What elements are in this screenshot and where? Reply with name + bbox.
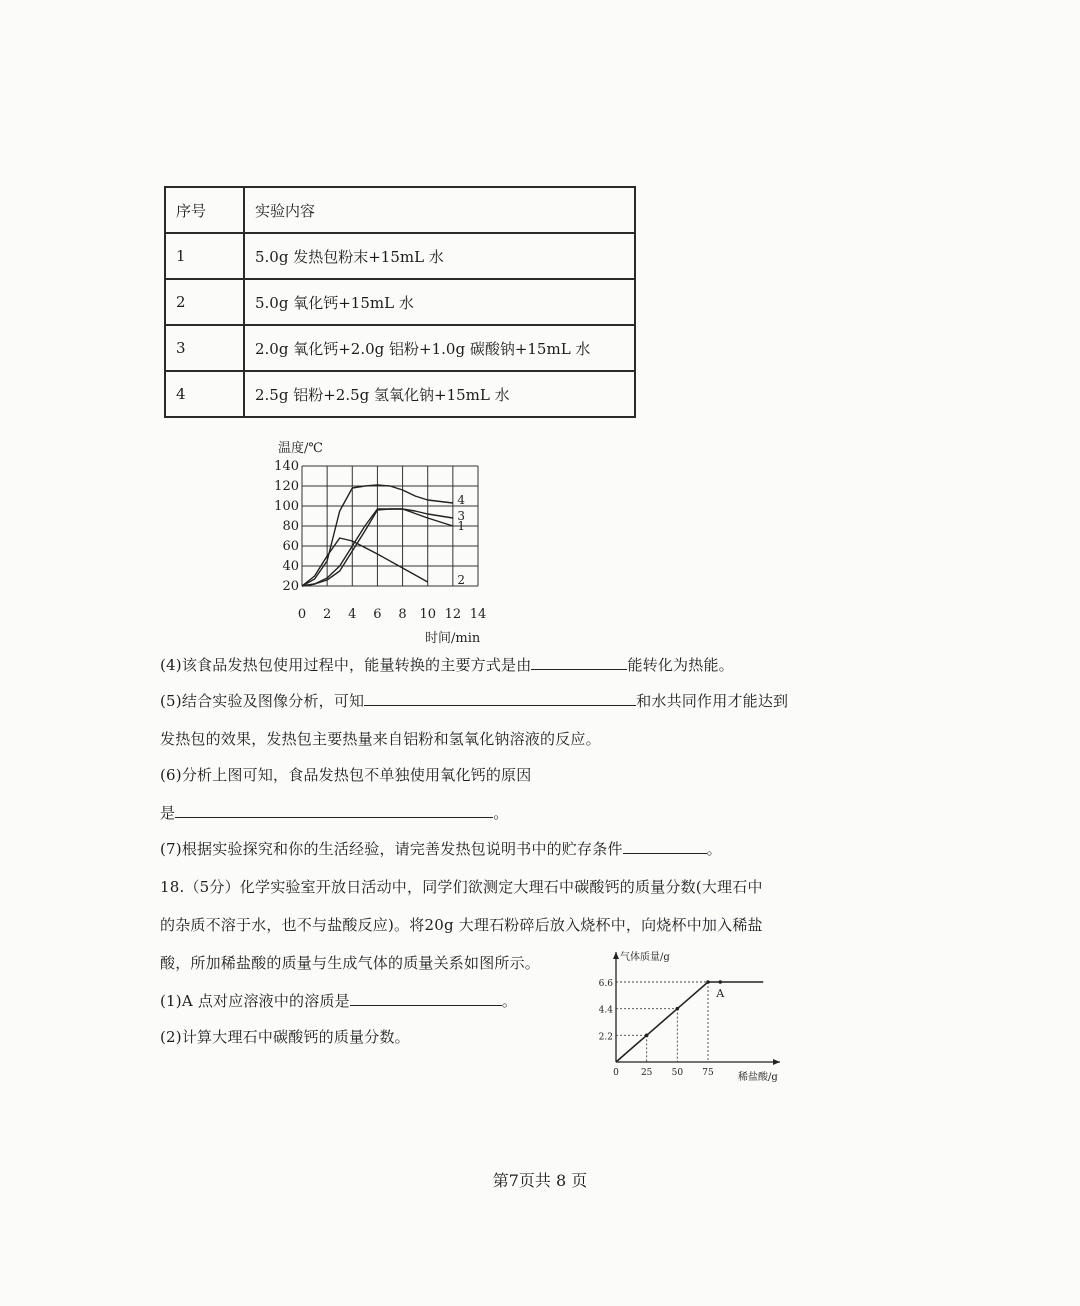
q7-text: (7)根据实验探究和你的生活经验，请完善发热包说明书中的贮存条件 <box>160 840 623 858</box>
x-axis-label: 稀盐酸/g <box>738 1072 778 1083</box>
table-row <box>165 371 635 417</box>
question-18-line1: 18.（5分）化学实验室开放日活动中，同学们欲测定大理石中碳酸钙的质量分数(大理石中 <box>160 878 763 896</box>
point-a-label: A <box>716 987 725 1000</box>
q6-answer-blank[interactable] <box>175 803 493 818</box>
row-index: 3 <box>165 325 244 371</box>
y-tick-label: 60 <box>282 539 299 554</box>
q18-1-text: (1)A 点对应溶液中的溶质是 <box>160 992 350 1010</box>
q4-text-end: 能转化为热能。 <box>627 656 734 674</box>
y-tick-label: 140 <box>274 459 299 474</box>
row-content: 5.0g 氧化钙+15mL 水 <box>244 279 635 325</box>
y-tick-label: 40 <box>282 559 299 574</box>
q6-text: 是 <box>160 804 176 822</box>
question-6-line2 <box>160 802 508 823</box>
x-tick-label: 2 <box>323 607 332 622</box>
curve-label-2: 2 <box>457 573 466 587</box>
question-7 <box>160 838 722 859</box>
x-tick-label: 4 <box>348 607 357 622</box>
x-axis-label: 时间/min <box>425 631 481 646</box>
temperature-chart <box>270 436 500 650</box>
header-content: 实验内容 <box>244 187 635 233</box>
y-axis-label: 气体质量/g <box>620 952 670 963</box>
row-index: 4 <box>165 371 244 417</box>
y-axis-label: 温度/℃ <box>278 441 323 456</box>
q5-text: (5)结合实验及图像分析，可知 <box>160 692 365 710</box>
header-index: 序号 <box>165 187 244 233</box>
q18-1-text-end: 。 <box>501 992 518 1010</box>
q18-1-answer-blank[interactable] <box>350 991 502 1006</box>
y-tick-label: 80 <box>282 519 299 534</box>
x-tick-label: 25 <box>640 1068 653 1078</box>
question-18-sub1 <box>160 990 517 1011</box>
row-content: 2.5g 铝粉+2.5g 氢氧化钠+15mL 水 <box>244 371 635 417</box>
data-point <box>676 1007 680 1011</box>
gas-mass-chart <box>590 946 800 1091</box>
page-footer: 第7页共 8 页 <box>492 1171 588 1190</box>
row-index: 1 <box>165 233 244 279</box>
question-5 <box>160 690 788 711</box>
q5-answer-blank[interactable] <box>364 691 636 706</box>
x-tick-label: 0 <box>297 607 307 622</box>
table-header-row <box>165 187 635 233</box>
question-6: (6)分析上图可知，食品发热包不单独使用氧化钙的原因 <box>160 766 532 784</box>
curve-label-4: 4 <box>457 493 466 507</box>
gas-curve <box>616 982 763 1062</box>
question-18-line2: 的杂质不溶于水，也不与盐酸反应)。将20g 大理石粉碎后放入烧杯中，向烧杯中加入稀盐 <box>160 916 763 934</box>
q7-answer-blank[interactable] <box>623 839 707 854</box>
question-18-line3: 酸，所加稀盐酸的质量与生成气体的质量关系如图所示。 <box>160 954 541 972</box>
x-tick-label: 0 <box>613 1068 619 1078</box>
y-tick-label: 6.6 <box>598 979 613 989</box>
question-18-sub2: (2)计算大理石中碳酸钙的质量分数。 <box>160 1028 410 1046</box>
data-point <box>645 1034 649 1038</box>
x-tick-label: 75 <box>702 1068 714 1078</box>
x-tick-label: 6 <box>373 607 382 622</box>
curve-label-1: 1 <box>457 519 466 533</box>
experiment-table <box>164 186 636 418</box>
point-a-dot <box>718 980 722 984</box>
q4-text: (4)该食品发热包使用过程中，能量转换的主要方式是由 <box>160 656 532 674</box>
q6-text-end: 。 <box>493 804 509 822</box>
q5-text-end: 和水共同作用才能达到 <box>636 692 789 710</box>
table-row <box>165 233 635 279</box>
question-4 <box>160 654 734 675</box>
y-tick-label: 20 <box>282 579 299 594</box>
y-tick-label: 100 <box>274 499 299 514</box>
data-point <box>706 980 710 984</box>
x-tick-label: 10 <box>419 607 436 622</box>
question-5-line2: 发热包的效果，发热包主要热量来自铝粉和氢氧化钠溶液的反应。 <box>160 730 601 748</box>
q7-text-end: 。 <box>706 840 722 858</box>
q4-answer-blank[interactable] <box>531 655 627 670</box>
y-tick-label: 120 <box>274 479 299 494</box>
x-tick-label: 12 <box>444 607 462 622</box>
table-row <box>165 325 635 371</box>
row-index: 2 <box>165 279 244 325</box>
curve-2 <box>302 538 428 586</box>
x-tick-label: 14 <box>469 607 487 622</box>
curve-label-3: 3 <box>457 509 466 523</box>
row-content: 5.0g 发热包粉末+15mL 水 <box>244 233 635 279</box>
x-tick-label: 50 <box>671 1068 684 1078</box>
row-content: 2.0g 氧化钙+2.0g 铝粉+1.0g 碳酸钠+15mL 水 <box>244 325 635 371</box>
y-tick-label: 4.4 <box>598 1005 613 1016</box>
x-tick-label: 8 <box>398 607 407 622</box>
table-row <box>165 279 635 325</box>
x-axis-arrow <box>773 1059 780 1065</box>
y-axis-arrow <box>613 952 619 959</box>
y-tick-label: 2.2 <box>598 1032 613 1043</box>
